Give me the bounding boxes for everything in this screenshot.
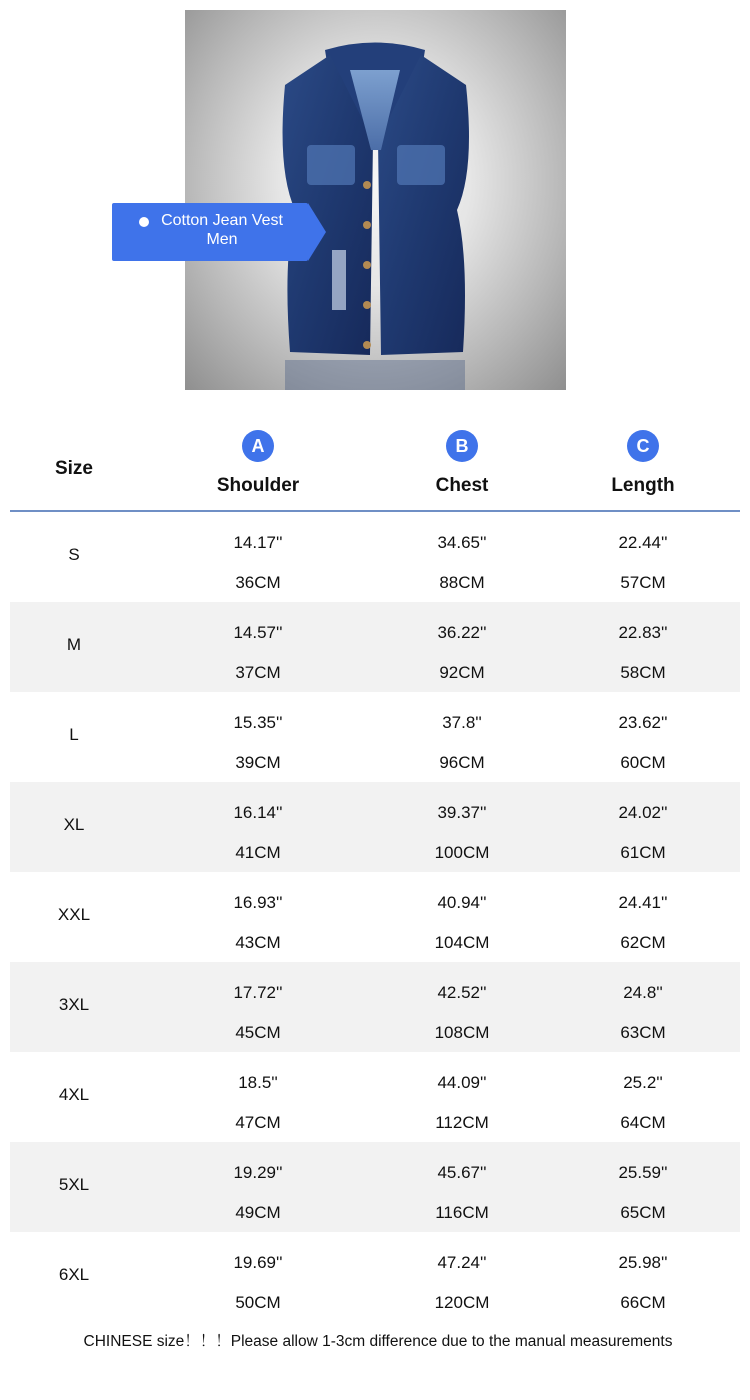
chest-inches: 36.22'' xyxy=(437,623,487,642)
length-inches: 24.41'' xyxy=(618,893,668,912)
length-cm: 65CM xyxy=(620,1203,666,1222)
length-cm: 57CM xyxy=(620,573,666,592)
shoulder-cell xyxy=(158,1232,358,1322)
chest-cm: 116CM xyxy=(435,1203,489,1222)
length-inches: 25.2'' xyxy=(623,1073,663,1092)
chest-cm: 112CM xyxy=(435,1113,489,1132)
shoulder-inches: 16.93'' xyxy=(233,893,283,912)
length-cm: 62CM xyxy=(620,933,666,952)
table-row xyxy=(10,872,740,962)
length-inches: 24.8'' xyxy=(623,983,663,1002)
chest-cm: 96CM xyxy=(439,753,485,772)
denim-vest-image xyxy=(185,10,566,390)
shoulder-cell xyxy=(158,602,358,692)
chest-cell xyxy=(362,692,562,782)
size-cell: M xyxy=(66,635,82,654)
shoulder-cm: 45CM xyxy=(235,1023,281,1042)
chest-column-header xyxy=(362,430,562,497)
size-cell: L xyxy=(69,725,79,744)
shoulder-cm: 47CM xyxy=(235,1113,281,1132)
length-cell xyxy=(553,692,733,782)
length-cm: 58CM xyxy=(620,663,666,682)
shoulder-inches: 15.35'' xyxy=(233,713,283,732)
length-cell xyxy=(553,782,733,872)
size-column-header: Size xyxy=(54,458,94,479)
shoulder-cell xyxy=(158,872,358,962)
chest-inches: 45.67'' xyxy=(437,1163,487,1182)
chest-cm: 120CM xyxy=(434,1293,490,1312)
product-photo xyxy=(185,10,566,390)
table-row xyxy=(10,1232,740,1322)
chest-inches: 44.09'' xyxy=(437,1073,487,1092)
chest-cm: 100CM xyxy=(434,843,490,862)
length-inches: 25.59'' xyxy=(618,1163,668,1182)
chest-cell xyxy=(362,782,562,872)
size-cell: XXL xyxy=(57,905,91,924)
length-cm: 66CM xyxy=(620,1293,666,1312)
size-cell: 6XL xyxy=(58,1265,90,1284)
length-cm: 64CM xyxy=(620,1113,666,1132)
length-inches: 24.02'' xyxy=(618,803,668,822)
shoulder-cm: 39CM xyxy=(235,753,281,772)
table-row xyxy=(10,962,740,1052)
table-row xyxy=(10,1052,740,1142)
shoulder-cm: 36CM xyxy=(235,573,281,592)
badge-c-icon: C xyxy=(627,430,659,462)
chest-cm: 108CM xyxy=(434,1023,490,1042)
size-cell: XL xyxy=(63,815,85,834)
chest-inches: 37.8'' xyxy=(442,713,482,732)
badge-a-icon: A xyxy=(242,430,274,462)
length-column-header xyxy=(553,430,733,497)
chest-cell xyxy=(362,1232,562,1322)
chest-cm: 88CM xyxy=(439,573,485,592)
length-cell xyxy=(553,872,733,962)
chest-cell xyxy=(362,602,562,692)
shoulder-inches: 14.57'' xyxy=(233,623,283,642)
shoulder-inches: 17.72'' xyxy=(233,983,283,1002)
table-row xyxy=(10,692,740,782)
length-cell xyxy=(553,512,733,602)
shoulder-cell xyxy=(158,782,358,872)
length-cell xyxy=(553,1142,733,1232)
shoulder-inches: 14.17'' xyxy=(233,533,283,552)
shoulder-inches: 18.5'' xyxy=(238,1073,278,1092)
shoulder-cm: 50CM xyxy=(235,1293,281,1312)
product-name-callout xyxy=(112,203,308,261)
length-inches: 23.62'' xyxy=(618,713,668,732)
shoulder-cell xyxy=(158,1142,358,1232)
size-cell: 3XL xyxy=(58,995,90,1014)
table-row xyxy=(10,512,740,602)
length-inches: 25.98'' xyxy=(618,1253,668,1272)
length-cell xyxy=(553,1232,733,1322)
length-cell xyxy=(553,602,733,692)
chest-cell xyxy=(362,872,562,962)
chest-inches: 42.52'' xyxy=(437,983,487,1002)
chest-inches: 34.65'' xyxy=(437,533,487,552)
chest-cell xyxy=(362,512,562,602)
badge-b-icon: B xyxy=(446,430,478,462)
length-cm: 61CM xyxy=(620,843,666,862)
shoulder-cell xyxy=(158,692,358,782)
size-chart-table xyxy=(10,410,740,1322)
bullet-dot-icon xyxy=(139,217,149,227)
shoulder-cell xyxy=(158,1052,358,1142)
shoulder-cm: 41CM xyxy=(235,843,281,862)
callout-text: Cotton Jean Vest Men xyxy=(161,212,283,248)
shoulder-inches: 19.69'' xyxy=(233,1253,283,1272)
shoulder-cm: 37CM xyxy=(235,663,281,682)
length-label: Length xyxy=(611,475,675,496)
length-cell xyxy=(553,1052,733,1142)
length-inches: 22.83'' xyxy=(618,623,668,642)
table-row xyxy=(10,1142,740,1232)
chest-inches: 40.94'' xyxy=(437,893,487,912)
table-header xyxy=(10,410,740,512)
chest-cm: 104CM xyxy=(434,933,490,952)
shoulder-column-header xyxy=(158,430,358,497)
chest-inches: 47.24'' xyxy=(437,1253,487,1272)
size-cell: 5XL xyxy=(58,1175,90,1194)
length-inches: 22.44'' xyxy=(618,533,668,552)
size-cell: S xyxy=(68,545,80,564)
chest-inches: 39.37'' xyxy=(437,803,487,822)
shoulder-label: Shoulder xyxy=(216,475,300,496)
shoulder-inches: 19.29'' xyxy=(233,1163,283,1182)
shoulder-cell xyxy=(158,512,358,602)
chest-cm: 92CM xyxy=(439,663,485,682)
chest-cell xyxy=(362,1142,562,1232)
shoulder-inches: 16.14'' xyxy=(233,803,283,822)
table-row xyxy=(10,782,740,872)
shoulder-cm: 49CM xyxy=(235,1203,281,1222)
length-cell xyxy=(553,962,733,1052)
shoulder-cell xyxy=(158,962,358,1052)
chest-cell xyxy=(362,962,562,1052)
chest-label: Chest xyxy=(435,475,489,496)
shoulder-cm: 43CM xyxy=(235,933,281,952)
chest-cell xyxy=(362,1052,562,1142)
length-cm: 60CM xyxy=(620,753,666,772)
length-cm: 63CM xyxy=(620,1023,666,1042)
table-row xyxy=(10,602,740,692)
size-cell: 4XL xyxy=(58,1085,90,1104)
size-disclaimer: CHINESE size！！！Please allow 1-3cm difference due to the manual measurements xyxy=(83,1333,673,1350)
